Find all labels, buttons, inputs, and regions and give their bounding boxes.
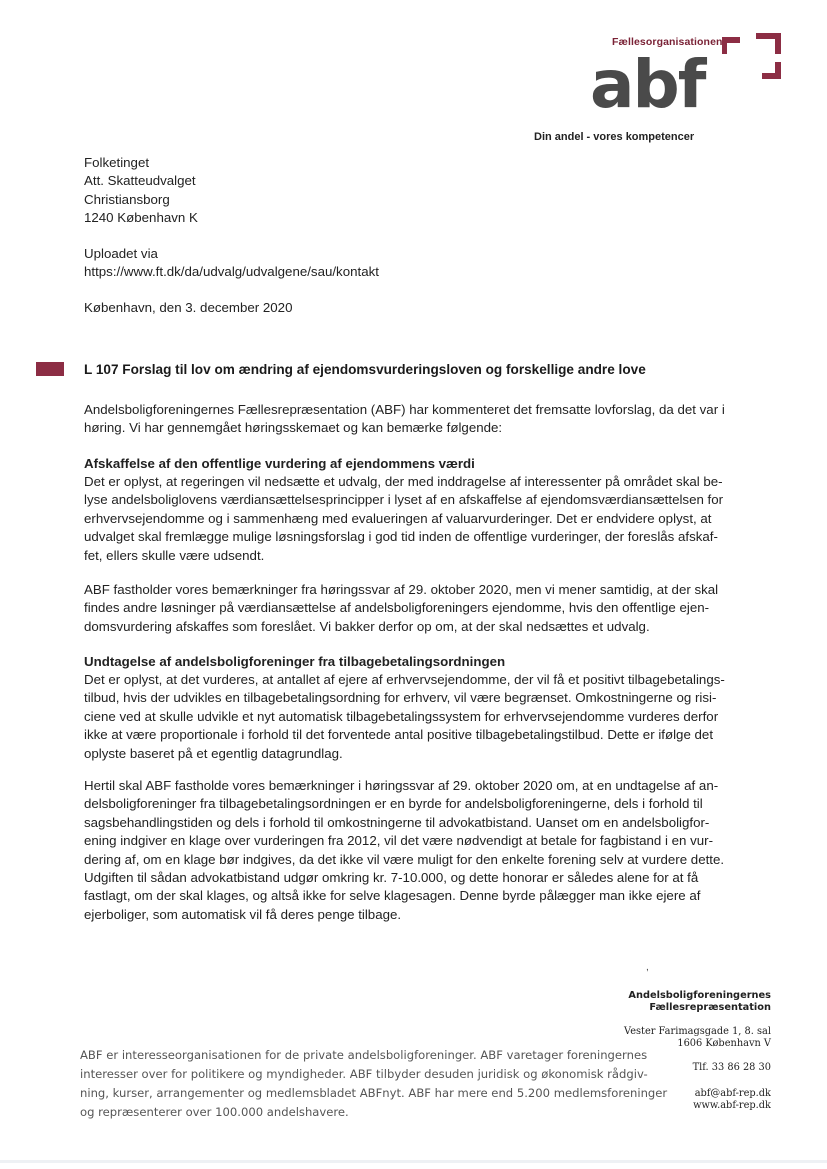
recipient-line: Folketinget (84, 155, 150, 170)
footer-line: interesser over for politikere og myndigheder. ABF tilbyder desuden juridisk og økonomisk rådgiv- (80, 1067, 648, 1081)
subject-heading: L 107 Forslag til lov om ændring af ejendomsvurderingsloven og forskellige andre love (84, 362, 646, 377)
text-line: ejerboliger, som automatisk vil få deres penge tilbage. (84, 906, 402, 922)
recipient-address (84, 154, 198, 228)
footer-description (80, 1046, 667, 1122)
text-line: ABF fastholder vores bemærkninger fra høringssvar af 29. oktober 2020, men vi mener samtidig, at der skal (84, 582, 719, 597)
intro-paragraph (84, 401, 734, 438)
text-line: ikke at være proportionale i forhold til det forventede antal positive tilbagebetalingstilbud. Dette er ifølge det (84, 727, 714, 743)
footer-org-name (628, 990, 771, 1014)
subject-marker (36, 362, 64, 376)
upload-label: Uploadet via (84, 246, 158, 261)
logo-tagline: Fællesorganisationen (612, 36, 723, 48)
text-line: lyse andelsboliglovens værdiansættelsesprincipper i lyset af en afskaffelse af ejendomsværdiansættelsen for (84, 492, 724, 508)
footer-line: ning, kurser, arrangementer og medlemsbladet ABFnyt. ABF har mere end 5.200 medlemsforeninger (80, 1086, 668, 1100)
footer-address (624, 1026, 771, 1050)
text-line: Andelsboligforeningernes Fællesrepræsentation (ABF) har kommenteret det fremsatte lovforslag, da det var i (84, 402, 725, 417)
text-line: ciene ved at skulle udvikle et nyt automatisk tilbagebetalingssystem for erhvervsejendomme vurderes derfor (84, 708, 719, 724)
text-line: fet, ellers skulle være udsendt. (84, 547, 265, 563)
recipient-line: 1240 København K (84, 210, 198, 226)
text-line: erhvervsejendomme og i sammenhæng med evalueringen af valuarvurderinger. Det er endvidere oplyst, at (84, 510, 712, 526)
text-line: tilbud, hvis der udvikles en tilbagebetalingsordning for erhverv, vil være begrænset. Omkostningerne og risi- (84, 690, 717, 706)
footer-contact (693, 1088, 771, 1112)
section-1-paragraph-1 (84, 473, 734, 565)
footer-line: ABF er interesseorganisationen for de private andelsboligforeninger. ABF varetager foreningernes (80, 1048, 648, 1062)
page-bottom-divider (0, 1160, 827, 1163)
text-line: delsboligforeninger fra tilbagebetalingsordningen er en byrde for andelsboligforeningerne, dels i forhold til (84, 796, 703, 812)
footer-phone: Tlf. 33 86 28 30 (692, 1062, 771, 1073)
logo-slogan: Din andel - vores kompetencer (534, 131, 695, 143)
section-2-paragraph-2 (84, 777, 734, 924)
section-1-heading: Afskaffelse af den offentlige vurdering af ejendommens værdi (84, 456, 475, 471)
footer-org-line: Andelsboligforeningernes (628, 990, 771, 1001)
stray-mark: , (646, 962, 649, 973)
text-line: oplyste baseret på et egentlig datagrundlag. (84, 745, 343, 761)
footer-address-line: 1606 København V (677, 1038, 771, 1049)
footer-line: og repræsenterer over 100.000 andelshavere. (80, 1105, 349, 1119)
logo-wordmark: abf (590, 46, 705, 123)
upload-info (84, 245, 379, 282)
section-2-paragraph-1 (84, 671, 734, 763)
footer-email[interactable]: abf@abf-rep.dk (694, 1088, 771, 1099)
section-2-heading: Undtagelse af andelsboligforeninger fra tilbagebetalingsordningen (84, 654, 506, 669)
text-line: Det er oplyst, at det vurderes, at antallet af ejere af erhvervsejendomme, der vil få et positivt tilbagebetalings- (84, 672, 725, 687)
footer-org-line: Fællesrepræsentation (649, 1002, 771, 1013)
text-line: Hertil skal ABF fastholde vores bemærkninger i høringssvar af 29. oktober 2020 om, at en undtagelse af an- (84, 778, 719, 793)
text-line: ening indgiver en klage over vurderingen fra 2012, vil det være nødvendigt at betale for fagbistand i en vur- (84, 833, 714, 849)
text-line: domsvurdering afskaffes som foreslået. Vi bakker derfor op om, at der skal nedsættes et udvalg. (84, 618, 650, 634)
text-line: Udgiften til sådan advokatbistand udgør omkring kr. 7-10.000, og dette honorar er således alene for at få (84, 869, 699, 885)
logo-bracket-icon (722, 32, 782, 82)
text-line: dering af, om en klage bør indgives, da det ikke vil være muligt for den enkelte forening selv at vurdere dette. (84, 851, 725, 867)
text-line: findes andre løsninger på værdiansættelse af andelsboligforeningers ejendomme, hvis den offentlige ejen- (84, 600, 710, 616)
text-line: sagsbehandlingstiden og dels i forhold til omkostningerne til advokatbistand. Uanset om en andelsboligfor- (84, 814, 710, 830)
recipient-line: Christiansborg (84, 191, 170, 207)
text-line: Det er oplyst, at regeringen vil nedsætte et udvalg, der med inddragelse af interessenter på området skal be- (84, 474, 723, 489)
text-line: høring. Vi har gennemgået høringsskemaet og kan bemærke følgende: (84, 420, 503, 436)
section-1-paragraph-2 (84, 581, 734, 636)
text-line: udvalget skal fremlægge mulige løsningsforslag i god tid inden de offentlige vurderinger, der foreslås afskaf- (84, 529, 718, 545)
footer-address-line: Vester Farimagsgade 1, 8. sal (624, 1026, 771, 1037)
text-line: fastlagt, om der skal klages, og altså ikke for selve klagesagen. Denne byrde pålægger man ikke ejere af (84, 888, 701, 904)
footer-website[interactable]: www.abf-rep.dk (693, 1100, 771, 1111)
dateline: København, den 3. december 2020 (84, 300, 293, 315)
upload-url: https://www.ft.dk/da/udvalg/udvalgene/sau/kontakt (84, 264, 379, 280)
recipient-line: Att. Skatteudvalget (84, 173, 196, 189)
